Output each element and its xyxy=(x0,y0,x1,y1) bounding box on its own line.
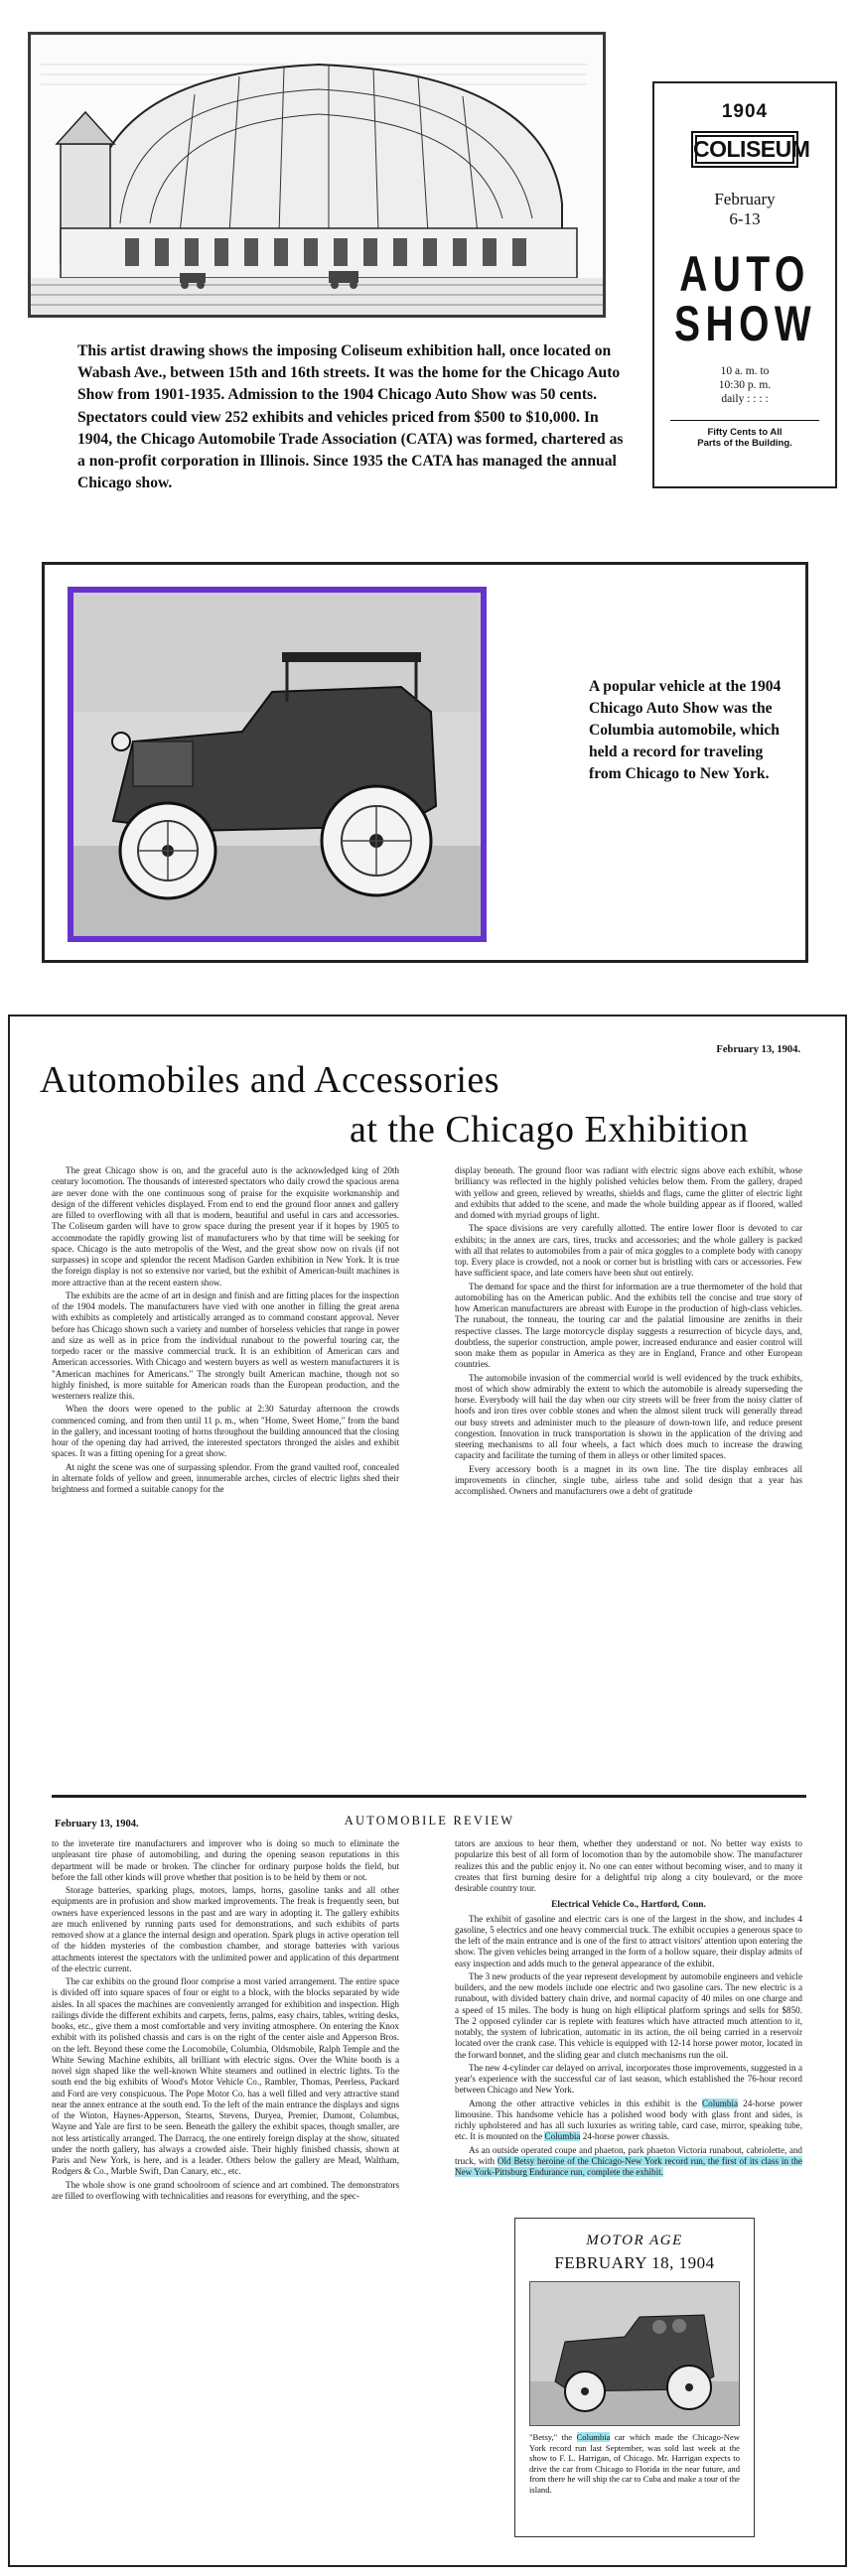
highlighted-word: Columbia xyxy=(544,2131,581,2142)
highlighted-word: Columbia xyxy=(702,2098,739,2108)
coliseum-illustration xyxy=(28,32,606,318)
poster-venue: COLISEUM xyxy=(691,131,798,168)
columbia-caption: A popular vehicle at the 1904 Chicago Auto Show was the Columbia automobile, which held a record for traveling from Chicago to New York. xyxy=(589,678,782,782)
article-column-bottom-left xyxy=(52,1838,399,2558)
article-paragraph: The space divisions are very carefully allotted. The entire lower floor is devoted to car exhibits; in the annex are cars, tires, trucks and accessories; and the whole gallery is packed with all that relates to automobiles from a pair of mica goggles to a complete body with canopy top. Every place is crowded, not a nook or corner but is bristling with cars or accessories. Few have sufficient space, and late comers have been shut out entirely. xyxy=(455,1223,802,1279)
article-paragraph: The new 4-cylinder car delayed on arrival, incorporates those improvements, suggested in a year's experience with the successful car of last season, which established the 76-hour record between Chicago and New York. xyxy=(455,2062,802,2096)
poster-hours xyxy=(654,364,835,406)
poster-month: February xyxy=(714,190,776,208)
betsy-columbia-car-photo xyxy=(530,2282,739,2425)
columbia-frame xyxy=(42,562,808,963)
poster-admission-line: Fifty Cents to All xyxy=(707,427,783,438)
coliseum-caption: This artist drawing shows the imposing Coliseum exhibition hall, once located on Wabash Ave., between 15th and 16th streets. It was the home for the Chicago Auto Show from 1901-1935. Admission to the 1904 Chicago Auto Show was 50 cents. Spectators could view 252 exhibits and vehicles priced from $500 to $10,000. In 1904, the Chicago Automobile Trade Association (CATA) was formed, chartered as a non-profit corporation in Illinois. Since 1935 the CATA has managed the annual Chicago show. xyxy=(77,342,624,492)
columbia-automobile-photo xyxy=(73,593,481,936)
highlighted-passage: Old Betsy heroine of the Chicago-New York record run, the first of its class in the New York-Pittsburg Endurance run, complete the exhibit. xyxy=(455,2155,802,2177)
article-paragraph: The whole show is one grand schoolroom of science and art combined. The demonstrators are filled to overflowing with technicalities and reasons for everything, and the spec- xyxy=(52,2179,399,2201)
article-title-line1: Automobiles and Accessories xyxy=(40,1059,500,1101)
text-run: 24-horse power limousine. This handsome vehicle has a polished wood body with glass front and sides, is richly upholstered and has all such luxuries as writing table, card case, mirror, speaking tube, etc. It is mounted on the xyxy=(455,2098,802,2142)
article-title-line2: at the Chicago Exhibition xyxy=(350,1109,749,1151)
columbia-photo xyxy=(68,587,487,942)
article-paragraph xyxy=(455,2145,802,2179)
text-run: "Betsy," the xyxy=(529,2432,577,2442)
article-paragraph: The car exhibits on the ground floor comprise a most varied arrangement. The entire space is divided off into square spaces of four or eight to a block, with the blocks separated by wide aisles. In all spaces the machines are conveniently arranged for exhibition and inspection. High railings divide the different exhibits and carpets, ferns, palms, easy chairs, tables, writing desks, books, etc., give them a most comfortable and very inviting atmosphere. On entering the Knox exhibit with its polished chassis and cars is on the right of the center aisle and Apperson Bros. on the left. Beyond these come the Locomobile, Columbia, Oldsmobile, Ralph Temple and the White Sewing Machine exhibits, all brilliant with electric signs. Over the White booth is a novel sign shaped like the well-known White steamers and outlined in electric lights. To the south end the big exhibits of Wood's Motor Vehicle Co., Rambler, Thomas, Peerless, Packard and Ford are very conspicuous. The Pope Motor Co. has a well filled and very attractive stand near the annex entrance at the south end. To the left of the main entrance the displays and signs of the Winton, Haynes-Apperson, Stearns, Stevens, Duryea, Premier, Dumont, Columbus, Wayne and Yale are first to be seen. Beneath the gallery the exhibit spaces, though smaller, are not less artistically arranged. The Darracq, the one entirely foreign display at the show, situated under the north gallery, has always a crowded aisle. Their highly finished chassis, shown at Paris and New York, is here, and is a leader. Others below the gallery are Mead, Waltham, Rodgers & Co., Marble Swift, Dan Canary, etc., etc. xyxy=(52,1976,399,2177)
coliseum-building-illustration xyxy=(31,35,603,315)
poster-hours-line: 10:30 p. m. xyxy=(718,379,772,391)
article-column-bottom-right xyxy=(455,1838,802,2196)
newspaper-clipping xyxy=(8,1015,847,2567)
article-paragraph xyxy=(455,2099,802,2143)
divider xyxy=(52,1795,806,1798)
text-run: 24-horse power chassis. xyxy=(580,2131,670,2142)
article-paragraph: Storage batteries, sparking plugs, motors, lamps, horns, gasoline tanks and all other equipments are in profusion and show marked improvements. The freak is frequently seen, but owners have experienced lessons in the past and are wary in adopting it. The gallery exhibits are much enlivened by running parts used for demonstrations, and such exhibits of parts removed show at a glance the internal design and operation. Spark plugs in active operation tell of the hidden mysteries of the combustion chamber, and storage batteries with various attachments interest the spectators with the unlimited power and application of this department of the electric current. xyxy=(52,1885,399,1973)
poster-admission-line: Parts of the Building. xyxy=(697,438,792,449)
article-column-top-right xyxy=(455,1165,802,1786)
article-paragraph: The automobile invasion of the commercial world is well evidenced by the truck exhibits, most of which show admirably the extent to which the automobile is already superseding the horse. Everybody will hail the day when our city streets will be freer from the noisy clatter of hoofs and iron tires over cobble stones and when the almost silent truck will generally thread our busy streets and administer much to the pleasure of down-town life, and reduce present congestion. Innovation in truck transportation is shown in the application of the driving and steering mechanisms to all four wheels, a fact which does much to increase the drawing capacity and facilitate the turning of them in alleys or other limited spaces. xyxy=(455,1372,802,1461)
article-paragraph: The exhibit of gasoline and electric cars is one of the largest in the show, and includes 4 gasoline, 5 electrics and one heavy commercial truck. The exhibit occupies a generous space to the left of the main entrance and is one of the first to attract visitors' attention upon entering the show. The given vehicles being arranged in the form of a hollow square, their display admits of easy inspection and adds much to the general appearance of the exhibit. xyxy=(455,1913,802,1968)
highlighted-word: Columbia xyxy=(576,2432,611,2442)
motor-age-masthead: MOTOR AGE xyxy=(586,2233,683,2248)
article-column-top-left xyxy=(52,1165,399,1786)
article-paragraph: to the inveterate tire manufacturers and improver who is doing so much to eliminate the unpleasant tire phase of automobiling, and during the opening season reputations in this department will be made or broken. The clincher for ordinary purpose holds the field, but before the fall other kinds will prove whether that position is to be held by them or not. xyxy=(52,1838,399,1882)
article-date: February 13, 1904. xyxy=(716,1044,800,1055)
poster-hours-line: daily : : : : xyxy=(721,393,769,405)
poster-word-auto: AUTO xyxy=(679,246,810,302)
motor-age-clipping xyxy=(514,2218,755,2537)
article-paragraph: When the doors were opened to the public at 2:30 Saturday afternoon the crowds commenced coming, and from then until 11 p. m., when "Home, Sweet Home," from the band in the gallery, and incessant tooting of horns throughout the building announced that the closing hour of the opening day had arrived, the interested spectators thronged the aisles and exhibit spaces. It was a fitting opening for a great show. xyxy=(52,1404,399,1459)
motor-age-text xyxy=(529,2432,740,2496)
article-paragraph: The 3 new products of the year represent development by automobile engineers and vehicle builders, and the new models include one electric and two gasoline cars. The new electric is a runabout, with divided battery chain drive, and normal capacity of 40 miles on one charge and a speed of 15 miles. The body is hung on high elliptical platform springs and sells for $850. The 2 opposed cylinder car is replete with features which have attracted much attention to it, notably, the system of lubrication, automatic in its action, the oil being carried in a reservoir located over the crank case. This vehicle is equipped with 12-14 horse power motor, located in the forward bonnet, and the sliding gear and clutch mechanisms run the oil. xyxy=(455,1970,802,2060)
article-paragraph: tators are anxious to hear them, whether they understand or not. No better way exists to popularize this best of all form of locomotion than by the automobile show. The manufacturer realizes this and the public enjoy it. No one can enter without becoming wiser, and to many it creates that first burning desire for a delightful trip along a city boulevard, or the more desirable country tour. xyxy=(455,1838,802,1893)
running-head: AUTOMOBILE REVIEW xyxy=(344,1814,515,1828)
text-run: As an outside operated coupe and phaeton, park phaeton Victoria runabout, cabriolette, and truck, with xyxy=(455,2144,802,2166)
page-date: February 13, 1904. xyxy=(55,1819,139,1830)
text-run: Among the other attractive vehicles in this exhibit is the xyxy=(469,2098,703,2108)
motor-age-date: FEBRUARY 18, 1904 xyxy=(554,2253,715,2272)
text-run: car which made the Chicago-New York record run last September, was sold last week at the show to F. L. Harrigan, of Chicago. Mr. Harrigan expects to drive the car from Chicago to Florida in the near future, and from there he will ship the car to Cuba and make a tour of the island. xyxy=(529,2432,740,2495)
betsy-photo xyxy=(529,2281,740,2426)
article-paragraph: The great Chicago show is on, and the graceful auto is the acknowledged king of 20th century locomotion. The thousands of interested spectators who daily crowd the spacious arena are never done with the one continuous song of praise for the exquisite workmanship and design of the different vehicles displayed. From end to end the ground floor annex and gallery are filled to overflowing with all that is modern, beautiful and useful in cars and accessories. The Coliseum garden will have to grow space during the present year if it hopes by 1905 to accommodate the rapidly growing list of manufacturers who by that time will be seeking for space. Chicago is the auto metropolis of the West, and the great show now on rivals (if not surpasses) in scope and splendor the recent Madison Garden exhibition in New York. It is true the foreign display is not so extensive nor varied, but the exhibit of American-built machines is more attractive than at the recent eastern show. xyxy=(52,1165,399,1288)
article-paragraph: At night the scene was one of surpassing splendor. From the grand vaulted roof, concealed in alternate folds of yellow and green, innumerable arches, circles of electric lights shed their brightness and formed a suitable canopy for the xyxy=(52,1461,399,1494)
article-paragraph: The demand for space and the thirst for information are a true thermometer of the hold that automobiling has on the American public. And the exhibits tell the concise and true story of how American manufacturers are abreast with Europe in the production of high-class vehicles. The runabout, the tonneau, the touring car and the palatial limousine are zeniths in their respective classes. The large motorcycle display suggests a resurrection of bicycle days, and, doubtless, the superior construction, ample power, increased endurance and easier control will soon make them as popular in America as they are in England, France and other European countries. xyxy=(455,1281,802,1370)
poster-admission xyxy=(670,420,819,449)
article-paragraph: display beneath. The ground floor was radiant with electric signs above each exhibit, whose brilliancy was reflected in the highly polished vehicles below them. From the gallery, draped with yellow and green, relieved by wreaths, shields and flags, came the glitter of electric light and exhibits that added to the scene, and made the whole building appear as if floored, walled and domed with myriad groups of light. xyxy=(455,1165,802,1220)
auto-show-poster xyxy=(652,81,837,488)
section-subhead: Electrical Vehicle Co., Hartford, Conn. xyxy=(551,1900,706,1911)
article-paragraph: Every accessory booth is a magnet in its own line. The tire display embraces all improvements in clincher, single tube, airless tube and solid design that a year has accomplished. Owners and manufacturers owe a debt of gratitude xyxy=(455,1463,802,1496)
poster-dates: 6-13 xyxy=(729,209,761,228)
poster-year: 1904 xyxy=(721,101,769,122)
article-paragraph: The exhibits are the acme of art in design and finish and are fitting places for the inspection of the 1904 models. The manufacturers have vied with one another in filling the great arena with exhibits as completely and artistically arranged as to command constant approval. Never before has Chicago shown such a variety and number of horseless vehicles that range in power and size as well as in price from the individual runabout to the powerful touring car, the torpedo racer or the massive commercial truck. It is an exhibition of American cars and American accessories. With Chicago and western buyers as well as western manufacturers it is "American machines for Americans." The strongly built American machine, though not so highly finished, is more suitable for American roads than the European production, and the westerners realize this. xyxy=(52,1289,399,1401)
poster-word-show: SHOW xyxy=(674,296,817,351)
poster-hours-line: 10 a. m. to xyxy=(720,365,770,377)
